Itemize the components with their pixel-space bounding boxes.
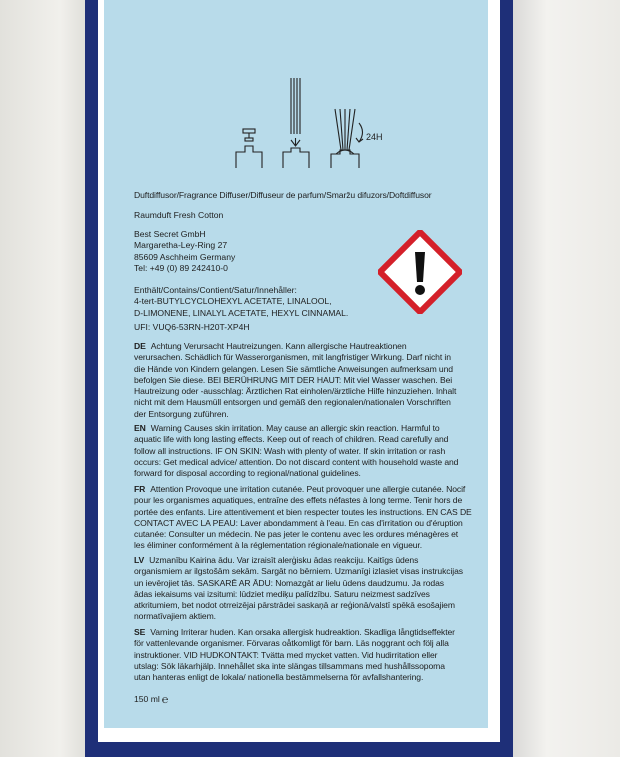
24h-label: 24H — [366, 132, 383, 142]
warning-fr — [134, 484, 476, 552]
product-type: Duftdiffusor/Fragrance Diffuser/Diffuseur de parfum/Smaržu difuzors/Doftdiffusor — [134, 190, 432, 200]
warning-line: aquatic life with long lasting effects. Keep out of reach of children. Read carefully and — [134, 434, 449, 445]
company-address — [134, 229, 476, 274]
warning-line: befolgen Sie diese. BEI BERÜHRUNG MIT DER HAUT: Mit viel Wasser waschen. Bei — [134, 374, 453, 385]
ufi-code: UFI: VUQ6-53RN-H20T-XP4H — [134, 322, 250, 332]
warning-line: nicht mit dem Hausmüll entsorgen und gemäß den regionalen/nationalen Vorschriften — [134, 397, 451, 408]
warning-line: Achtung Verursacht Hautreizungen. Kann allergische Hautreaktionen — [150, 341, 407, 351]
warning-line: atkritumiem, bet nodot otrreizējai pārstrādei saskaņā ar reģionā/valstī spēkā esošajiem — [134, 600, 455, 611]
warning-lv — [134, 555, 476, 623]
warning-line: Attention Provoque une irritation cutanée. Peut provoquer une allergie cutanée. Nocif — [150, 484, 466, 494]
warning-line: follow all instructions. IF ON SKIN: Wash with plenty of water. If skin irritation or rash — [134, 445, 446, 456]
warning-line: occurs: Get medical advice/ attention. Do not discard content with household waste and — [134, 456, 459, 467]
warning-line: der Entsorgung zuführen. — [134, 408, 229, 419]
warning-line: Hautreizung oder -ausschlag: Ärztlichen Rat einholen/ärztliche Hilfe hinzuziehen. Inhalt — [134, 386, 457, 397]
warning-se — [134, 627, 476, 683]
warning-line: organismiem ar ilgstošām sekām. Sargāt no bērniem. Uzmanīgi izlasiet visas instrukcijas — [134, 566, 463, 577]
warning-line: CONTACT AVEC LA PEAU: Laver abondamment à l'eau. En cas d'irritation ou d'éruption — [134, 517, 463, 528]
warning-de — [134, 341, 476, 420]
warning-line: för vattenlevande organismer. Förvaras oåtkomligt för barn. Läs noggrant och följ alla — [134, 638, 449, 649]
warning-line: die Hände von Kindern gelangen. Lesen Sie sämtliche Anweisungen aufmerksam und — [134, 363, 453, 374]
warning-line: verursachen. Schädlich für Wasserorganismen, mit langfristiger Wirkung. Darf nicht in — [134, 352, 451, 363]
ingredients-title: Enthält/Contains/Contient/Satur/Innehåller: — [134, 285, 297, 295]
warning-line: utslag: Sök läkarhjälp. Innehållet ska inte slängas tillsammans med hushållssopoma — [134, 660, 445, 671]
language-code: DE — [134, 341, 146, 351]
warning-en — [134, 423, 476, 479]
language-code: SE — [134, 627, 146, 637]
warning-line: cutanée: Consulter un médecin. Ne pas jeter le contenu avec les ordures ménagères et — [134, 529, 459, 540]
ingredients-line: D-LIMONENE, LINALYL ACETATE, HEXYL CINNAMAL. — [134, 307, 349, 318]
warning-line: ādas iekaisums vai izsitumi: lūdziet mediķu palīdzību. Saturu neizmest sadzīves — [134, 588, 430, 599]
language-code: LV — [134, 555, 145, 565]
warning-line: normatīvajiem aktiem. — [134, 611, 216, 622]
estimated-sign-icon: ℮ — [161, 693, 169, 706]
warning-line: utan hanteras enligt de lokala/ nationella bestämmelserna för avfallshantering. — [134, 672, 424, 683]
ingredients — [134, 285, 476, 319]
warning-line: instruktioner. VID HUDKONTAKT: Tvätta med mycket vatten. Vid hudirritation eller — [134, 649, 438, 660]
volume-text: 150 ml — [134, 694, 160, 704]
warning-line: Uzmanību Kairina ādu. Var izraisīt alerģisku ādas reakciju. Kaitīgs ūdens — [149, 555, 419, 565]
warning-line: Varning Irriterar huden. Kan orsaka allergisk hudreaktion. Skadliga långtidseffekter — [150, 627, 455, 637]
company-phone: Tel: +49 (0) 89 242410-0 — [134, 262, 228, 273]
company-city: 85609 Aschheim Germany — [134, 251, 236, 262]
company-street: Margaretha-Ley-Ring 27 — [134, 240, 228, 251]
warning-line: un ievērojiet tās. SASKARĒ AR ĀDU: Nomazgāt ar lielu ūdens daudzumu. Ja rodas — [134, 577, 444, 588]
warning-line: les éliminer conformément à la réglementation régionale/nationale en vigueur. — [134, 540, 423, 551]
net-volume — [134, 694, 476, 705]
packaging-right-edge — [498, 0, 620, 757]
language-code: FR — [134, 484, 146, 494]
warning-line: portée des enfants. Lire attentivement et bien respecter toutes les instructions. EN CAS DE — [134, 506, 472, 517]
warning-line: forward for disposal according to regional/national guidelines. — [134, 468, 361, 479]
product-name: Raumduft Fresh Cotton — [134, 210, 224, 220]
diffuser-instruction-pictogram — [232, 76, 402, 168]
language-code: EN — [134, 423, 146, 433]
company-name: Best Secret GmbH — [134, 229, 206, 239]
warning-line: Warning Causes skin irritation. May cause an allergic skin reaction. Harmful to — [150, 423, 440, 433]
ingredients-line: 4-tert-BUTYLCYCLOHEXYL ACETATE, LINALOOL, — [134, 296, 332, 307]
warning-line: pour les organismes aquatiques, entraîne des effets néfastes à long terme. Tenir hors de — [134, 495, 463, 506]
